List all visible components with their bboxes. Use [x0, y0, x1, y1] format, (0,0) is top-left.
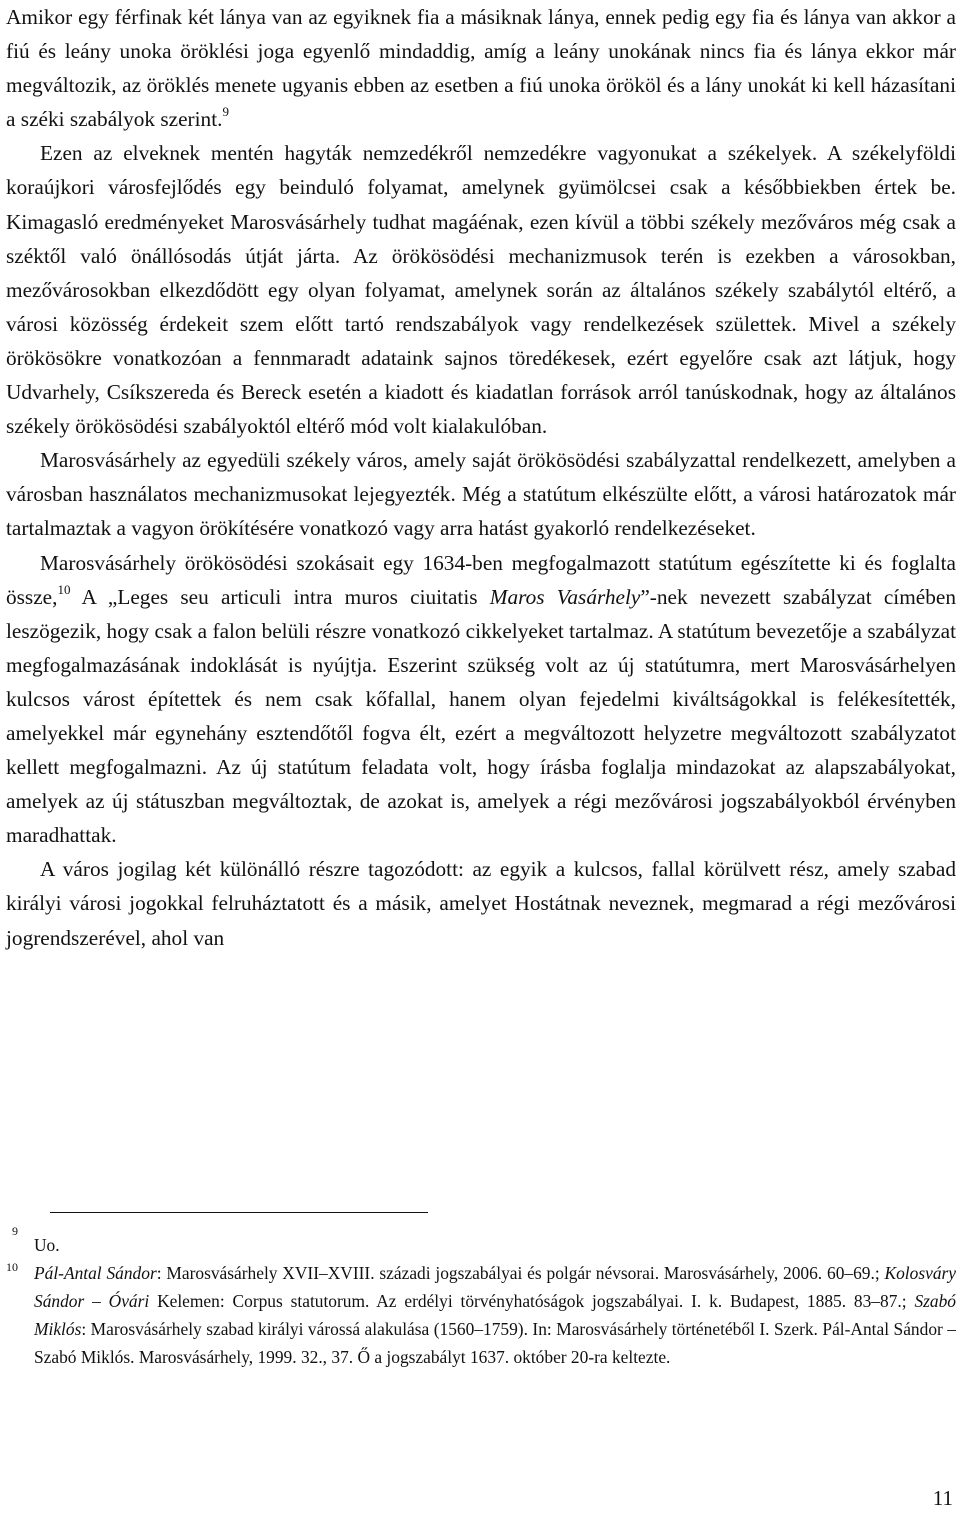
text-run: A város jogilag két különálló részre tagozódott: az egyik a kulcsos, fallal körülvett rész, amely szabad királyi városi jogokkal felruháztatott és a másik, amelyet Hostátnak neveznek, megmarad a régi mezővárosi jogrendszerével, ahol van	[6, 857, 956, 950]
footnote-separator	[50, 1212, 428, 1213]
footnote	[6, 1259, 956, 1371]
text-run: Kelemen: Corpus statutorum. Az erdélyi törvényhatóságok jogszabályai. I. k. Budapest, 1885. 83–87.;	[149, 1291, 915, 1311]
paragraph	[6, 136, 956, 443]
text-run: Uo.	[34, 1235, 60, 1255]
text-run: Amikor egy férfinak két lánya van az egyiknek fia a másiknak lánya, ennek pedig egy fia és lánya van akkor a fiú és leány unoka öröklési joga egyenlő mindaddig, amíg a leány unokának nincs fia és lánya ekkor már megváltozik, az öröklés menete ugyanis ebben az esetben a fiú unoka örököl és a lány unokát ki kell házasítani a széki szabályok szerint.	[6, 5, 956, 132]
italic-text: Maros Vasárhely	[489, 584, 641, 609]
body-text	[6, 0, 956, 955]
text-run: Marosvásárhely örökösödési szokásait egy 1634-ben megfogalmazott statútum egészítette ki és foglalta össze,	[6, 550, 956, 609]
paragraph	[6, 443, 956, 545]
text-run: : Marosvásárhely XVII–XVIII. századi jogszabályai és polgár névsorai. Marosvásárhely, 2006. 60–69.;	[156, 1263, 885, 1283]
italic-text: Szabó Miklós	[34, 1291, 956, 1339]
italic-text: Kolosváry Sándor – Óvári	[34, 1263, 957, 1311]
text-run: Marosvásárhely az egyedüli székely város, amely saját örökösödési szabályzattal rendelkezett, amelyben a városban használatos mechanizmusokat lejegyezték. Még a statútum elkészülte előtt, a városi határozatok már tartalmaztak a vagyon örökítésére vonatkozó vagy arra hatást gyakorló rendelkezéseket.	[6, 448, 956, 541]
footnotes	[6, 1225, 956, 1371]
paragraph	[6, 852, 956, 954]
footnote-reference: 10	[57, 581, 71, 597]
text-run: A „Leges seu articuli intra muros ciuitatis	[70, 584, 490, 609]
paragraph	[6, 546, 956, 853]
text-run: Ezen az elveknek mentén hagyták nemzedékről nemzedékre vagyonukat a székelyek. A székelyföldi koraújkori városfejlődés egy beinduló folyamat, amelynek gyümölcsei csak a későbbiekben értek be. Kimagasló eredményeket Marosvásárhely tudhat magáénak, ezen kívül a többi székely mezőváros még csak a széktől való önállósodás útját járta. Az örökösödési mechanizmusok terén is ezekben a városokban, mezővárosokban elkezdődött egy olyan folyamat, amelynek során az általános székely szabálytól eltérő, a városi közösség érdekeit szem előtt tartó rendszabályok vagy rendelkezések születtek. Mivel a székely örökösökre vonatkozóan a fennmaradt adataink sajnos töredékesek, ezért egyelőre csak azt látjuk, hogy Udvarhely, Csíkszereda és Bereck esetén a kiadott és kiadatlan források arról tanúskodnak, hogy az általános székely örökösödési szabályoktól eltérő mód volt kialakulóban.	[6, 141, 956, 439]
text-run: ”-nek nevezett szabályzat címében leszögezik, hogy csak a falon belüli részre vonatkozó cikkelyeket tartalmaz. A statútum bevezetője a szabályzat megfogalmazásának indoklását is nyújtja. Eszerint szükség volt az új statútumra, mert Marosvásárhelyen kulcsos várost építettek és nem csak kőfallal, hanem olyan fejedelmi kiváltságokkal is felékesítették, amelyekkel már egynehány esztendőtől fogva élt, ezért a megváltozott helyzetre megváltozott szabályzatot kellett megfogalmazni. Az új statútum feladata volt, hogy írásba foglalja mindazokat az alapszabályokat, amelyek az új státuszban megváltoztak, de azokat is, amelyek a régi mezővárosi jogszabályokból érvényben maradhattak.	[6, 584, 956, 848]
footnote	[6, 1225, 956, 1259]
text-run: : Marosvásárhely szabad királyi várossá alakulása (1560–1759). In: Marosvásárhely történetéből I. Szerk. Pál-Antal Sándor – Szabó Miklós. Marosvásárhely, 1999. 32., 37. Ő a jogszabályt 1637. október 20-ra keltezte.	[34, 1319, 956, 1367]
footnote-number: 10	[6, 1260, 18, 1274]
italic-text: Pál-Antal Sándor	[34, 1263, 157, 1283]
footnote-number: 9	[12, 1224, 18, 1238]
footnote-reference: 9	[222, 104, 229, 120]
page-number: 11	[932, 1486, 953, 1510]
paragraph	[6, 0, 956, 136]
